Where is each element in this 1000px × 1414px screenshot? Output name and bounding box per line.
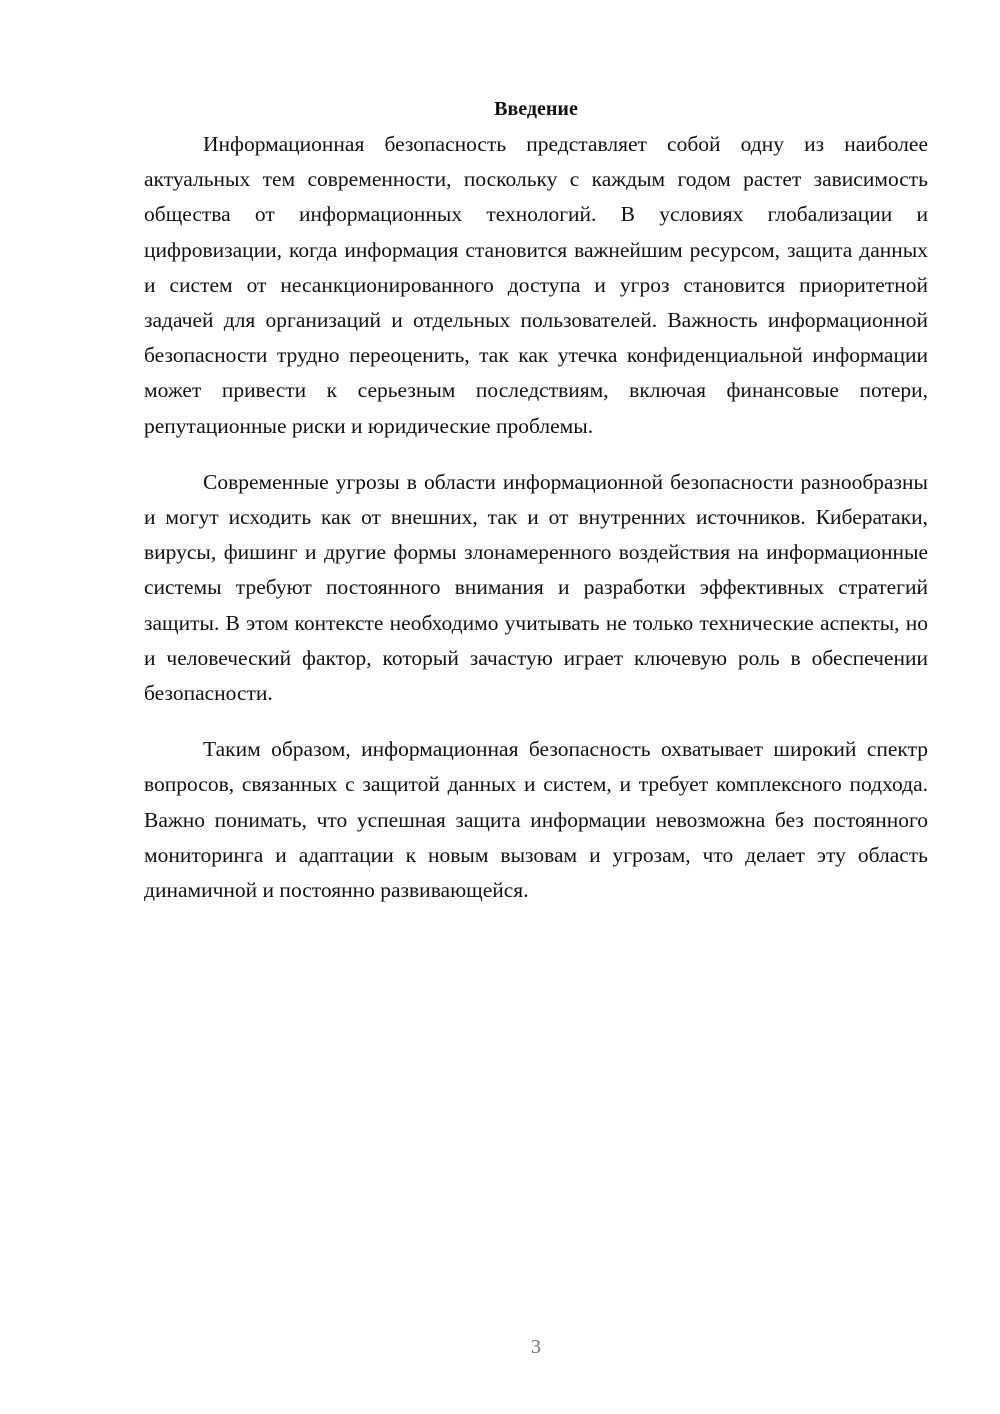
paragraph-3: Таким образом, информационная безопасность охватывает широкий спектр вопросов, связанных с защитой данных и систем, и требует комплексного подхода. Важно понимать, что успешная защита информации невозможна без постоянного мониторинга и адаптации к новым вызовам и угрозам, что делает эту область динамичной и постоянно развивающейся.: [144, 737, 928, 903]
paragraph-1: Информационная безопасность представляет собой одну из наиболее актуальных тем современности, поскольку с каждым годом растет зависимость общества от информационных технологий. В условиях глобализации и цифровизации, когда информация становится важнейшим ресурсом, защита данных и систем от несанкционированного доступа и угроз становится приоритетной задачей для организаций и отдельных пользователей. Важность информационной безопасности трудно переоценить, так как утечка конфиденциальной информации может привести к серьезным последствиям, включая финансовые потери, репутационные риски и юридические проблемы.: [144, 132, 928, 438]
paragraph-2: Современные угрозы в области информационной безопасности разнообразны и могут исходить как от внешних, так и от внутренних источников. Кибератаки, вирусы, фишинг и другие формы злонамеренного воздействия на информационные системы требуют постоянного внимания и разработки эффективных стратегий защиты. В этом контексте необходимо учитывать не только технические аспекты, но и человеческий фактор, который зачастую играет ключевую роль в обеспечении безопасности.: [144, 469, 928, 706]
section-title: Введение: [494, 98, 578, 120]
page-number: 3: [531, 1336, 541, 1358]
page-content: [144, 92, 928, 908]
